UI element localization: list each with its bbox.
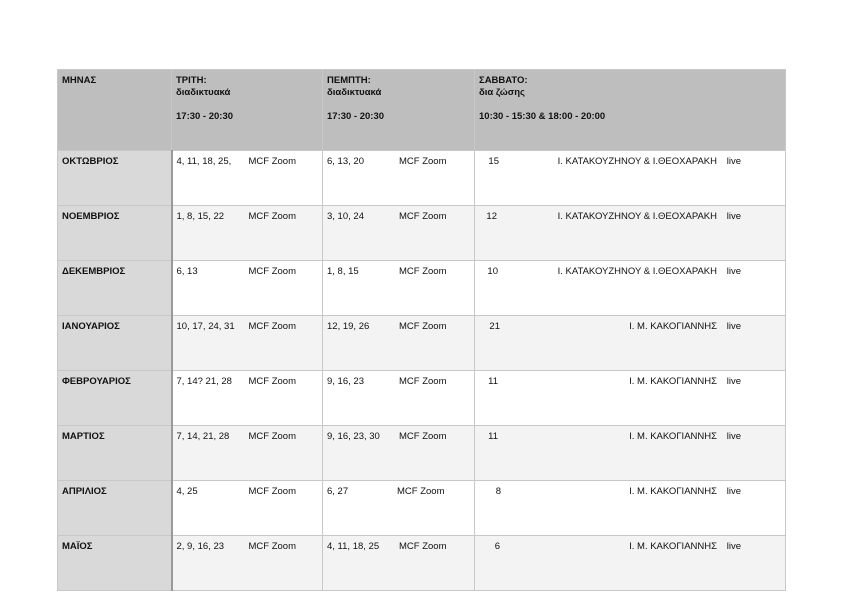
tuesday-cell — [172, 536, 323, 591]
thursday-cell — [323, 206, 475, 261]
tuesday-cell — [172, 206, 323, 261]
thursday-location: MCF Zoom — [399, 266, 447, 277]
table-row — [58, 206, 786, 261]
thursday-cell — [323, 426, 475, 481]
tuesday-dates: 4, 25 — [176, 486, 198, 497]
thursday-location: MCF Zoom — [397, 486, 445, 497]
thursday-dates: 4, 11, 18, 25 — [327, 541, 380, 552]
saturday-day: 6 — [494, 541, 500, 552]
tuesday-location: MCF Zoom — [248, 156, 296, 167]
month-label: ΙΑΝΟΥΑΡΙΟΣ — [62, 321, 120, 332]
thursday-location: MCF Zoom — [399, 211, 447, 222]
header-tuesday — [172, 70, 323, 151]
tuesday-location: MCF Zoom — [248, 486, 296, 497]
saturday-mode: live — [726, 211, 741, 222]
saturday-cell — [475, 151, 786, 206]
tuesday-dates: 6, 13 — [176, 266, 198, 277]
thursday-location: MCF Zoom — [399, 376, 447, 387]
thursday-cell — [323, 316, 475, 371]
header-saturday-title: ΣΑΒΒΑΤΟ: — [479, 75, 528, 86]
thursday-location: MCF Zoom — [399, 431, 447, 442]
saturday-day: 10 — [487, 266, 498, 277]
thursday-location: MCF Zoom — [399, 321, 447, 332]
thursday-cell — [323, 481, 475, 536]
thursday-dates: 9, 16, 23 — [327, 376, 364, 387]
thursday-cell — [323, 371, 475, 426]
tuesday-location: MCF Zoom — [248, 266, 296, 277]
thursday-dates: 12, 19, 26 — [327, 321, 370, 332]
saturday-mode: live — [726, 486, 741, 497]
saturday-mode: live — [726, 376, 741, 387]
saturday-cell — [475, 426, 786, 481]
thursday-cell — [323, 261, 475, 316]
saturday-day: 11 — [488, 431, 498, 442]
saturday-cell — [475, 371, 786, 426]
saturday-day: 15 — [488, 156, 499, 167]
saturday-mode: live — [726, 156, 741, 167]
table-row — [58, 261, 786, 316]
thursday-dates: 3, 10, 24 — [327, 211, 364, 222]
month-cell — [58, 481, 172, 536]
month-cell — [58, 426, 172, 481]
thursday-dates: 6, 13, 20 — [327, 156, 364, 167]
month-label: ΜΑΪΟΣ — [62, 541, 93, 552]
saturday-cell — [475, 206, 786, 261]
tuesday-dates: 4, 11, 18, 25, — [176, 156, 232, 167]
month-cell — [58, 151, 172, 206]
month-cell — [58, 206, 172, 261]
saturday-cell — [475, 261, 786, 316]
tuesday-location: MCF Zoom — [248, 376, 296, 387]
thursday-dates: 6, 27 — [327, 486, 349, 497]
tuesday-dates: 10, 17, 24, 31 — [176, 321, 235, 332]
tuesday-cell — [172, 481, 323, 536]
header-thursday-title: ΠΕΜΠΤΗ: — [327, 75, 371, 86]
tuesday-location: MCF Zoom — [248, 211, 296, 222]
saturday-teacher: Ι. Μ. ΚΑΚΟΓΙΑΝΝΗΣ — [629, 431, 717, 442]
saturday-day: 21 — [489, 321, 500, 332]
header-saturday-time: 10:30 - 15:30 & 18:00 - 20:00 — [479, 111, 606, 122]
month-cell — [58, 261, 172, 316]
header-thursday-time: 17:30 - 20:30 — [327, 111, 385, 122]
month-cell — [58, 316, 172, 371]
tuesday-cell — [172, 371, 323, 426]
saturday-mode: live — [726, 266, 741, 277]
saturday-teacher: Ι. Μ. ΚΑΚΟΓΙΑΝΝΗΣ — [629, 486, 717, 497]
saturday-mode: live — [726, 321, 741, 332]
table-row — [58, 426, 786, 481]
saturday-cell — [475, 481, 786, 536]
header-month — [58, 70, 172, 151]
thursday-dates: 1, 8, 15 — [327, 266, 359, 277]
saturday-teacher: Ι. Μ. ΚΑΚΟΓΙΑΝΝΗΣ — [629, 376, 717, 387]
header-month-label: ΜΗΝΑΣ — [62, 75, 97, 86]
header-tuesday-mode: διαδικτυακά — [176, 87, 231, 98]
month-label: ΔΕΚΕΜΒΡΙΟΣ — [62, 266, 126, 277]
saturday-teacher: Ι. Μ. ΚΑΚΟΓΙΑΝΝΗΣ — [629, 321, 717, 332]
tuesday-dates: 1, 8, 15, 22 — [176, 211, 225, 222]
thursday-cell — [323, 151, 475, 206]
tuesday-cell — [172, 151, 323, 206]
month-label: ΟΚΤΩΒΡΙΟΣ — [62, 156, 119, 167]
header-row — [58, 70, 786, 151]
table-row — [58, 151, 786, 206]
saturday-teacher: Ι. ΚΑΤΑΚΟΥΖΗΝΟΥ & Ι.ΘΕΟΧΑΡΑΚΗ — [557, 156, 717, 167]
tuesday-cell — [172, 261, 323, 316]
table-row — [58, 371, 786, 426]
saturday-cell — [475, 536, 786, 591]
saturday-day: 11 — [488, 376, 498, 387]
saturday-day: 12 — [486, 211, 497, 222]
schedule-table — [57, 69, 786, 591]
saturday-cell — [475, 316, 786, 371]
month-cell — [58, 536, 172, 591]
month-label: ΜΑΡΤΙΟΣ — [62, 431, 105, 442]
tuesday-dates: 7, 14? 21, 28 — [176, 376, 232, 387]
tuesday-dates: 7, 14, 21, 28 — [176, 431, 230, 442]
tuesday-location: MCF Zoom — [248, 431, 296, 442]
saturday-day: 8 — [495, 486, 501, 497]
header-saturday-mode: δια ζώσης — [479, 87, 525, 98]
tuesday-cell — [172, 426, 323, 481]
tuesday-location: MCF Zoom — [248, 541, 296, 552]
saturday-teacher: Ι. Μ. ΚΑΚΟΓΙΑΝΝΗΣ — [629, 541, 717, 552]
saturday-teacher: Ι. ΚΑΤΑΚΟΥΖΗΝΟΥ & Ι.ΘΕΟΧΑΡΑΚΗ — [557, 211, 717, 222]
thursday-cell — [323, 536, 475, 591]
table-row — [58, 536, 786, 591]
header-thursday — [323, 70, 475, 151]
thursday-location: MCF Zoom — [399, 156, 447, 167]
saturday-mode: live — [726, 431, 741, 442]
month-cell — [58, 371, 172, 426]
header-thursday-mode: διαδικτυακά — [327, 87, 382, 98]
header-tuesday-title: ΤΡΙΤΗ: — [176, 75, 207, 86]
tuesday-location: MCF Zoom — [248, 321, 296, 332]
month-label: ΦΕΒΡΟΥΑΡΙΟΣ — [62, 376, 131, 387]
month-label: ΑΠΡΙΛΙΟΣ — [62, 486, 107, 497]
thursday-location: MCF Zoom — [399, 541, 447, 552]
header-saturday — [475, 70, 786, 151]
saturday-mode: live — [726, 541, 741, 552]
saturday-teacher: Ι. ΚΑΤΑΚΟΥΖΗΝΟΥ & Ι.ΘΕΟΧΑΡΑΚΗ — [557, 266, 717, 277]
tuesday-dates: 2, 9, 16, 23 — [176, 541, 225, 552]
thursday-dates: 9, 16, 23, 30 — [327, 431, 380, 442]
tuesday-cell — [172, 316, 323, 371]
table-row — [58, 481, 786, 536]
header-tuesday-time: 17:30 - 20:30 — [176, 111, 234, 122]
table-row — [58, 316, 786, 371]
month-label: ΝΟΕΜΒΡΙΟΣ — [62, 211, 120, 222]
